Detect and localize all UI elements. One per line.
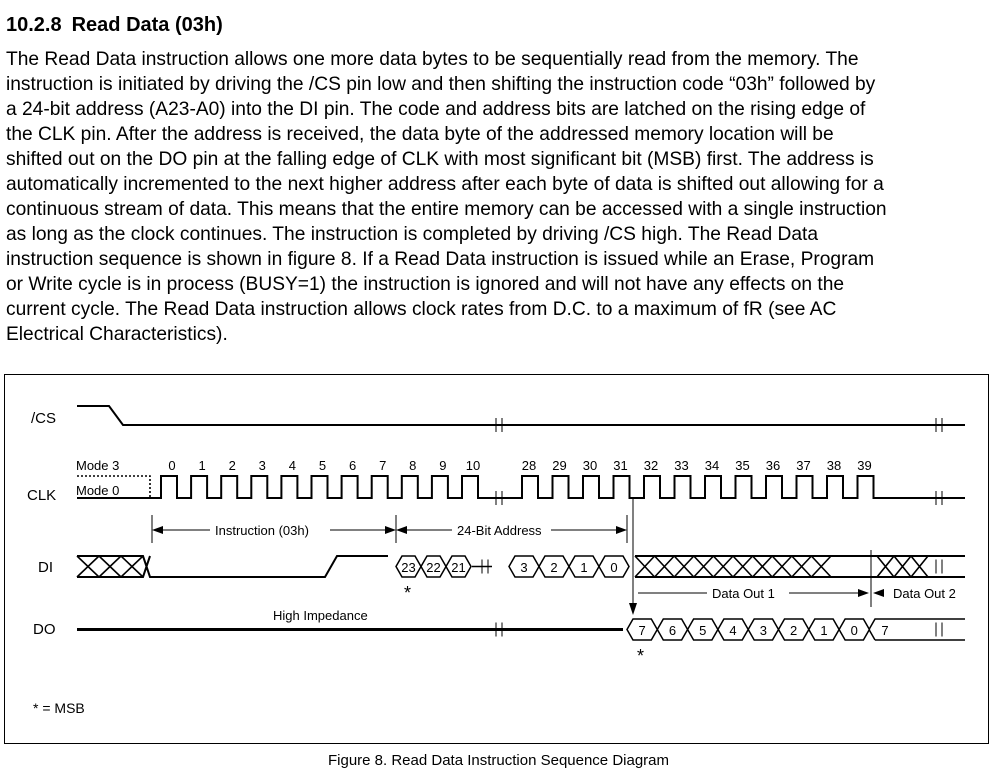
di-address-bit-value: 21 — [451, 560, 466, 575]
data-out-2-label: Data Out 2 — [893, 586, 956, 601]
di-dont-care-cross — [894, 556, 911, 577]
do-break-mark — [936, 623, 942, 637]
clock-number: 32 — [643, 458, 659, 473]
di-dont-care-cross — [713, 556, 733, 577]
clock-number: 38 — [826, 458, 842, 473]
do-start-arrowhead — [629, 603, 637, 615]
clock-number: 34 — [704, 458, 720, 473]
di-dont-care-cross — [121, 556, 143, 577]
paragraph-line: as long as the clock continues. The instruction is completed by driving /CS high. The Read Data — [6, 224, 819, 245]
clock-number: 10 — [465, 458, 481, 473]
paragraph-line: shifted out on the DO pin at the falling edge of CLK with most significant bit (MSB) first. The address is — [6, 149, 874, 170]
paragraph-line: the CLK pin. After the address is received, the data byte of the addressed memory location will be — [6, 124, 834, 145]
paragraph-line: or Write cycle is in process (BUSY=1) the instruction is ignored and will not have any effects on the — [6, 274, 845, 295]
di-dont-care-cross — [674, 556, 694, 577]
clock-number: 9 — [439, 458, 447, 473]
msb-legend: * = MSB — [33, 700, 85, 716]
do-data-bit-value: 6 — [668, 623, 677, 638]
paragraph-line: automatically incremented to the next higher address after each byte of data is shifted out allowing for a — [6, 174, 884, 195]
timing-diagram-figure — [4, 374, 989, 744]
do-data-bit-value: 1 — [820, 623, 828, 638]
di-address-bit-value: 2 — [550, 560, 558, 575]
instruction-label: Instruction (03h) — [215, 523, 309, 538]
clock-number: 37 — [796, 458, 811, 473]
data-out-2-arrowhead — [873, 589, 884, 597]
clock-number: 4 — [288, 458, 297, 473]
mode3-label: Mode 3 — [76, 458, 120, 473]
instruction-arrowhead — [152, 526, 163, 534]
timing-diagram — [5, 375, 990, 745]
clock-number: 30 — [582, 458, 598, 473]
di-dont-care-cross — [77, 556, 99, 577]
clock-number: 2 — [228, 458, 236, 473]
address-arrowhead — [396, 526, 407, 534]
do-data-bit-value: 0 — [850, 623, 858, 638]
clock-number: 0 — [168, 458, 176, 473]
paragraph-line: The Read Data instruction allows one more data bytes to be sequentially read from the memory. The — [6, 49, 859, 70]
section-heading — [6, 14, 233, 37]
di-dont-care-cross — [753, 556, 773, 577]
di-dont-care-cross — [733, 556, 753, 577]
clock-number: 8 — [409, 458, 417, 473]
di-dont-care-cross — [792, 556, 812, 577]
data-out-1-arrowhead — [858, 589, 869, 597]
clock-number: 31 — [613, 458, 628, 473]
clock-number: 29 — [552, 458, 567, 473]
di-dont-care-cross — [99, 556, 121, 577]
cs-waveform — [77, 406, 965, 425]
clock-number: 6 — [348, 458, 357, 473]
clock-number: 36 — [765, 458, 781, 473]
di-break-mark — [936, 560, 942, 574]
do-data-bit-value: 3 — [759, 623, 767, 638]
clock-number: 3 — [258, 458, 266, 473]
clk-waveform — [77, 476, 965, 498]
clock-number: 39 — [857, 458, 872, 473]
do-data-bit-value: 4 — [729, 623, 737, 638]
section-title: Read Data (03h) — [71, 14, 223, 36]
section-number: 10.2.8 — [6, 14, 62, 36]
address-label: 24-Bit Address — [457, 523, 542, 538]
clk-signal-label: CLK — [27, 487, 57, 504]
do-data-bit-value: 7 — [881, 623, 889, 638]
di-dont-care-cross — [811, 556, 831, 577]
di-address-bit-value: 23 — [401, 560, 416, 575]
paragraph-line: continuous stream of data. This means that the entire memory can be accessed with a single instruction — [6, 199, 887, 220]
di-dont-care-cross — [655, 556, 675, 577]
clock-number: 35 — [735, 458, 750, 473]
di-address-bit-value: 22 — [426, 560, 441, 575]
clock-number: 33 — [674, 458, 689, 473]
description-paragraph — [6, 47, 997, 347]
clock-number: 1 — [198, 458, 206, 473]
di-dont-care-cross — [635, 556, 655, 577]
di-dont-care-cross — [877, 556, 894, 577]
di-dont-care-cross — [694, 556, 714, 577]
address-arrowhead — [616, 526, 627, 534]
clock-number: 28 — [521, 458, 537, 473]
clock-number: 5 — [318, 458, 327, 473]
paragraph-line: instruction is initiated by driving the /CS pin low and then shifting the instruction code “03h” followed by — [6, 74, 876, 95]
di-signal-label: DI — [38, 559, 53, 576]
clock-number: 7 — [379, 458, 387, 473]
di-dont-care-cross — [772, 556, 792, 577]
di-address-bit-value: 3 — [520, 560, 528, 575]
paragraph-line: current cycle. The Read Data instruction allows clock rates from D.C. to a maximum of fR (see AC — [6, 299, 837, 320]
do-data-bit-value: 7 — [638, 623, 646, 638]
do-data-bit-value: 5 — [699, 623, 707, 638]
paragraph-line: instruction sequence is shown in figure 8. If a Read Data instruction is issued while an Erase, Program — [6, 249, 875, 270]
high-impedance-label: High Impedance — [273, 608, 368, 623]
data-out-1-label: Data Out 1 — [712, 586, 775, 601]
di-address-bit-value: 0 — [610, 560, 618, 575]
instruction-arrowhead — [385, 526, 396, 534]
paragraph-line: Electrical Characteristics). — [6, 324, 228, 345]
paragraph-line: a 24-bit address (A23-A0) into the DI pin. The code and address bits are latched on the rising edge of — [6, 99, 866, 120]
cs-signal-label: /CS — [31, 410, 57, 427]
figure-caption: Figure 8. Read Data Instruction Sequence Diagram — [327, 752, 669, 769]
di-dont-care-cross — [911, 556, 928, 577]
do-signal-label: DO — [33, 621, 56, 638]
msb-marker-do: * — [637, 646, 645, 666]
do-data-bit-value: 2 — [790, 623, 798, 638]
mode0-label: Mode 0 — [76, 483, 120, 498]
msb-marker-di: * — [404, 583, 412, 603]
di-address-bit-value: 1 — [580, 560, 588, 575]
